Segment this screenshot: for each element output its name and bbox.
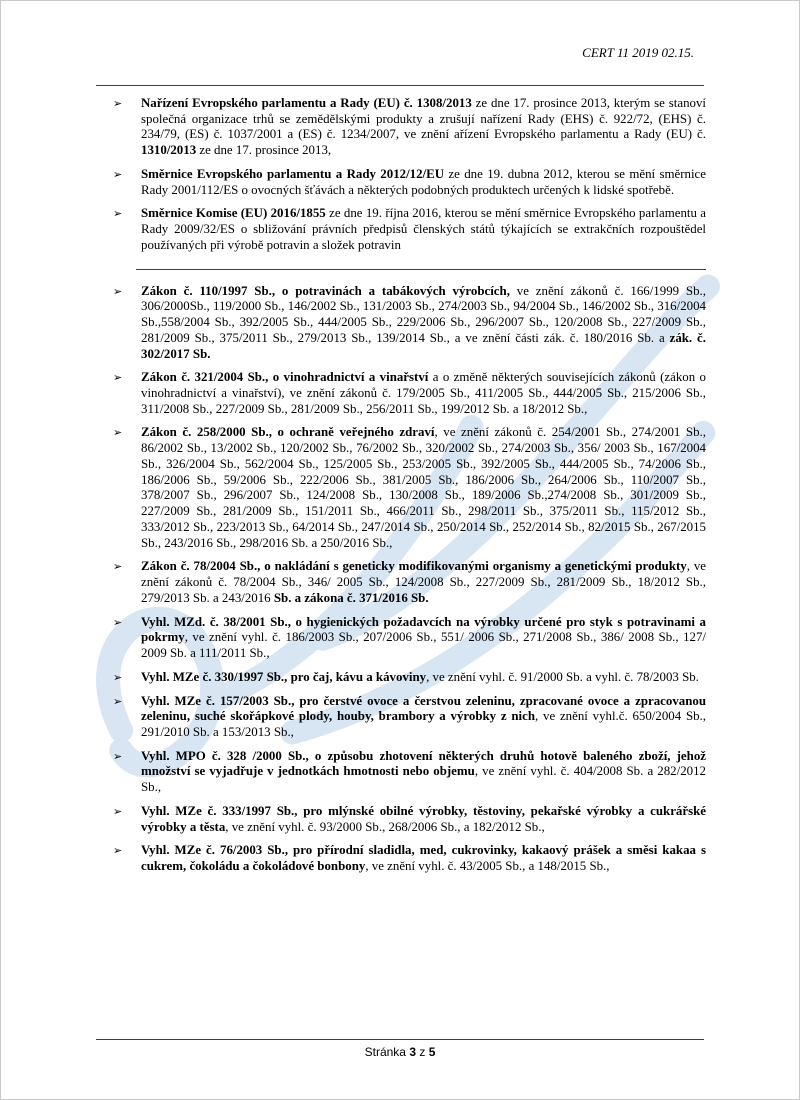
regulation-text: Zákon č. 110/1997 Sb., o potravinách a tabákových výrobcích, ve znění zákonů č. 166/1999 Sb., 306/2000Sb., 119/2000 Sb., 146/2002 Sb., 131/2003 Sb., 274/2003 Sb., 94/2004 Sb., 146/2002 Sb., 316/2004 Sb.,558/2004 Sb., 392/2005 Sb., 444/2005 Sb., 229/2006 Sb., 296/2007 Sb., 120/2008 Sb., 227/2009 Sb., 281/2009 Sb., 375/2011 Sb., 279/2013 Sb., 139/2014 Sb., a ve znění části zák. č. 180/2016 Sb. a zák. č. 302/2017 Sb.: [141, 283, 706, 361]
arrow-bullet-icon: ➢: [113, 284, 123, 298]
footer-label: Stránka: [364, 1045, 410, 1059]
arrow-bullet-icon: ➢: [113, 844, 123, 858]
arrow-bullet-icon: ➢: [113, 615, 123, 629]
regulation-text: Zákon č. 78/2004 Sb., o nakládání s geneticky modifikovanými organismy a genetickými produkty, ve znění zákonů č. 78/2004 Sb., 346/ 2005 Sb., 124/2008 Sb., 227/2009 Sb., 281/2009 Sb., 18/2012 Sb., 279/2013 Sb. a 243/2016 Sb. a zákona č. 371/2016 Sb.: [141, 559, 706, 605]
regulation-item: [96, 559, 706, 606]
regulation-text: Zákon č. 258/2000 Sb., o ochraně veřejného zdraví, ve znění zákonů č. 254/2001 Sb., 274/2001 Sb., 86/2002 Sb., 13/2002 Sb., 120/2002 Sb., 76/2002 Sb., 320/2002 Sb., 274/2003 Sb., 356/ 2003 Sb., 167/2004 Sb., 326/2004 Sb., 562/2004 Sb., 125/2005 Sb., 253/2005 Sb., 392/2005 Sb., 444/2005 Sb., 74/2006 Sb., 186/2006 Sb., 59/2006 Sb., 222/2006 Sb., 381/2005 Sb., 186/2006 Sb., 264/2006 Sb., 110/2007 Sb., 378/2007 Sb., 296/2007 Sb., 124/2008 Sb., 130/2008 Sb., 189/2006 Sb.,274/2008 Sb., 301/2009 Sb., 227/2009 Sb., 281/2009 Sb., 151/2011 Sb., 466/2011 Sb., 298/2011 Sb., 375/2011 Sb., 115/2012 Sb., 333/2012 Sb., 223/2013 Sb., 64/2014 Sb., 247/2014 Sb., 250/2014 Sb., 252/2014 Sb., 82/2015 Sb., 267/2015 Sb., 243/2016 Sb., 298/2016 Sb. a 250/2016 Sb.,: [141, 425, 706, 550]
regulation-text: Směrnice Komise (EU) 2016/1855 ze dne 19. října 2016, kterou se mění směrnice Evropského parlamentu a Rady 2009/32/ES o sbližování právních předpisů členských států týkajících se extrakčních rozpouštědel používaných při výrobě potravin a složek potravin: [141, 206, 706, 252]
regulation-item: [96, 670, 706, 686]
regulation-text: Vyhl. MZe č. 76/2003 Sb., pro přírodní sladidla, med, cukrovinky, kakaový prášek a směsi kakaa s cukrem, čokoládu a čokoládové bonbony, ve znění vyhl. č. 43/2005 Sb., a 148/2015 Sb.,: [141, 843, 706, 874]
arrow-bullet-icon: ➢: [113, 167, 123, 181]
arrow-bullet-icon: ➢: [113, 97, 123, 110]
regulation-text: Vyhl. MPO č. 328 /2000 Sb., o způsobu zhotovení některých druhů hotově baleného zboží, jehož množství se vyjadřuje v jednotkách hmotnosti nebo objemu, ve znění vyhl. č. 404/2008 Sb. a 282/2012 Sb.,: [141, 748, 706, 795]
document-body: [96, 96, 706, 883]
arrow-bullet-icon: ➢: [113, 694, 123, 708]
regulation-item: [96, 425, 706, 551]
document-header: [96, 45, 694, 61]
arrow-bullet-icon: ➢: [113, 560, 123, 574]
regulation-list-eu: [96, 96, 706, 254]
regulation-item: [96, 206, 706, 253]
regulation-item: [96, 804, 706, 835]
regulation-text: Vyhl. MZd. č. 38/2001 Sb., o hygienických požadavcích na výrobky určené pro styk s potravinami a pokrmy, ve znění vyhl. č. 186/2003 Sb., 207/2006 Sb., 551/ 2006 Sb., 271/2008 Sb., 386/ 2008 Sb., 127/ 2009 Sb. a 111/2011 Sb.,: [141, 614, 706, 661]
arrow-bullet-icon: ➢: [113, 371, 123, 385]
footer-separator: z: [416, 1045, 429, 1059]
footer-page-total: 5: [428, 1045, 436, 1059]
page-footer: [96, 1039, 704, 1059]
arrow-bullet-icon: ➢: [113, 207, 123, 221]
regulation-item: [96, 167, 706, 198]
regulation-item: [96, 615, 706, 662]
regulation-text: Zákon č. 321/2004 Sb., o vinohradnictví a vinařství a o změně některých souvisejících zákonů (zákon o vinohradnictví a vinařství), ve znění zákonů č. 179/2005 Sb., 411/2005 Sb., 444/2005 Sb., 215/2006 Sb., 311/2008 Sb., 227/2009 Sb., 281/2009 Sb., 256/2011 Sb., 199/2012 Sb. a 18/2012 Sb.,: [141, 370, 706, 416]
arrow-bullet-icon: ➢: [113, 749, 123, 763]
arrow-bullet-icon: ➢: [113, 670, 123, 684]
regulation-item: [96, 370, 706, 417]
regulation-list-national: [96, 284, 706, 875]
regulation-text: Vyhl. MZe č. 333/1997 Sb., pro mlýnské obilné výrobky, těstoviny, pekařské výrobky a cukrářské výrobky a těsta, ve znění vyhl. č. 93/2000 Sb., 268/2006 Sb., a 182/2012 Sb.,: [141, 803, 706, 834]
regulation-item: [96, 749, 706, 796]
page-number: [96, 1040, 704, 1059]
regulation-item: [96, 284, 706, 363]
footer-page-current: 3: [409, 1045, 417, 1059]
regulation-item: [96, 694, 706, 741]
regulation-text: Vyhl. MZe č. 157/2003 Sb., pro čerstvé ovoce a čerstvou zeleninu, zpracované ovoce a zpracovanou zeleninu, suché skořápkové plody, houby, brambory a výrobky z nich, ve znění vyhl.č. 650/2004 Sb., 291/2010 Sb. a 153/2013 Sb.,: [141, 693, 706, 739]
header-divider: [96, 85, 704, 86]
regulation-item: [96, 843, 706, 874]
section-divider: [136, 269, 706, 270]
regulation-item: [96, 96, 706, 159]
doc-code: CERT 11 2019 02.15.: [582, 45, 694, 60]
regulation-text: Vyhl. MZe č. 330/1997 Sb., pro čaj, kávu a kávoviny, ve znění vyhl. č. 91/2000 Sb. a vyhl. č. 78/2003 Sb.: [141, 669, 699, 684]
regulation-text: Směrnice Evropského parlamentu a Rady 2012/12/EU ze dne 19. dubna 2012, kterou se mění směrnice Rady 2001/112/ES o ovocných šťávách a některých podobných produktech určených k lidské spotřebě.: [141, 166, 706, 197]
regulation-text: Nařízení Evropského parlamentu a Rady (EU) č. 1308/2013 ze dne 17. prosince 2013, kterým se stanoví společná organizace trhů se zemědělskými produkty a zrušují nařízení Rady (EHS) č. 922/72, (EHS) č. 234/79, (ES) č. 1037/2001 a (ES) č. 1234/2007, ve znění ařízení Evropského parlamentu a Rady (EU) č. 1310/2013 ze dne 17. prosince 2013,: [141, 96, 706, 158]
arrow-bullet-icon: ➢: [113, 804, 123, 818]
arrow-bullet-icon: ➢: [113, 426, 123, 440]
